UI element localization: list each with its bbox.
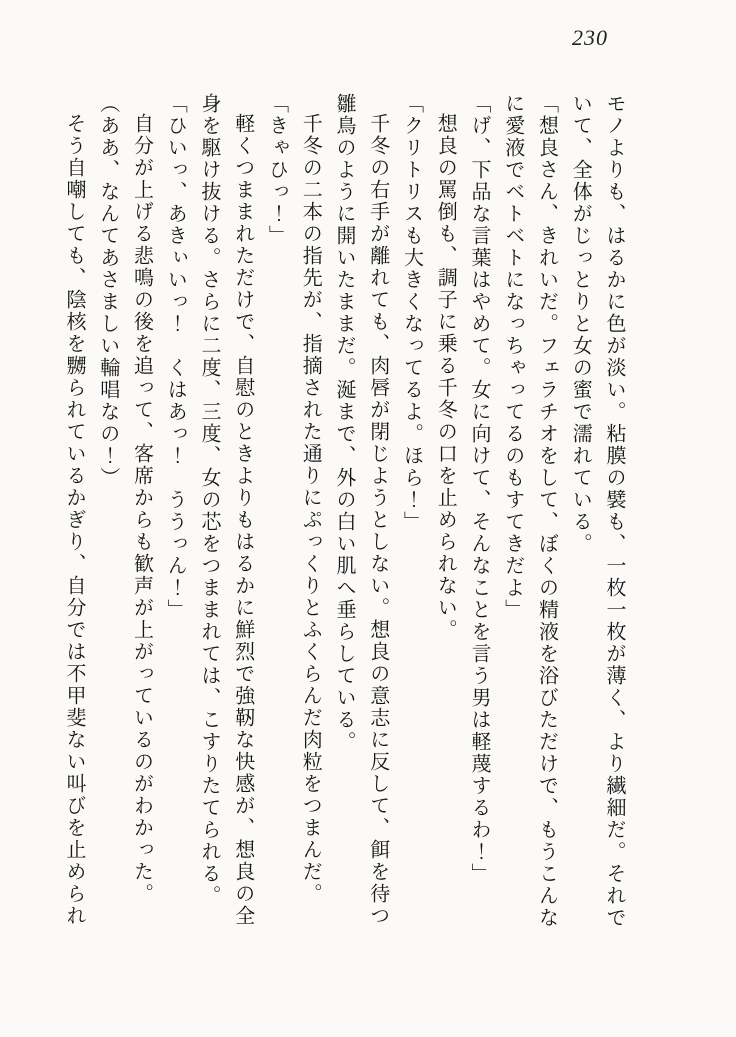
paragraph: モノよりも、はるかに色が淡い。粘膜の襞も、一枚一枚が薄く、より繊細だ。それでいて、全体がじっとりと女の蜜で濡れている。 xyxy=(569,93,625,929)
page-number: 230 xyxy=(572,25,608,50)
paragraph: 自分が上げる悲鳴の後を追って、客席からも歓声が上がっているのがわかった。 xyxy=(130,113,153,905)
paragraph: 「クリトリスも大きくなってるよ。ほら！」 xyxy=(400,93,423,533)
paragraph: （ああ、なんてあさましい輪唱なの！） xyxy=(96,93,119,489)
paragraph: 「きゃひっ！」 xyxy=(265,93,288,247)
paragraph: そう自嘲しても、陰核を嬲られているかぎり、自分では不甲斐ない叫びを止められ xyxy=(63,113,85,927)
body-text xyxy=(56,93,630,931)
paragraph: 千冬の二本の指先が、指摘された通りにぷっくりとふくらんだ肉粒をつまんだ。 xyxy=(299,113,322,905)
paragraph: 「げ、下品な言葉はやめて。女に向けて、そんなことを言う男は軽蔑するわ！」 xyxy=(468,93,490,885)
paragraph: 想良の罵倒も、調子に乗る千冬の口を止められない。 xyxy=(434,113,457,641)
paragraph: 「ひいっ、あきぃいっ！ くはあっ！ ううっん！」 xyxy=(164,93,187,621)
paragraph: 「想良さん、きれいだ。フェラチオをして、ぼくの精液を浴びただけで、もうこんなに愛液でベトベトになっちゃってるのもすてきだよ」 xyxy=(501,93,558,929)
paragraph: 千冬の右手が離れても、肉唇が閉じようとしない。想良の意志に反して、餌を待つ雛鳥のように開いたままだ。涎まで、外の白い肌へ垂らしている。 xyxy=(333,93,389,927)
paragraph: 軽くつままれただけで、自慰のときよりもはるかに鮮烈で強靭な快感が、想良の全身を駆け抜ける。さらに二度、三度、女の芯をつままれては、こすりたてられる。 xyxy=(198,93,254,927)
